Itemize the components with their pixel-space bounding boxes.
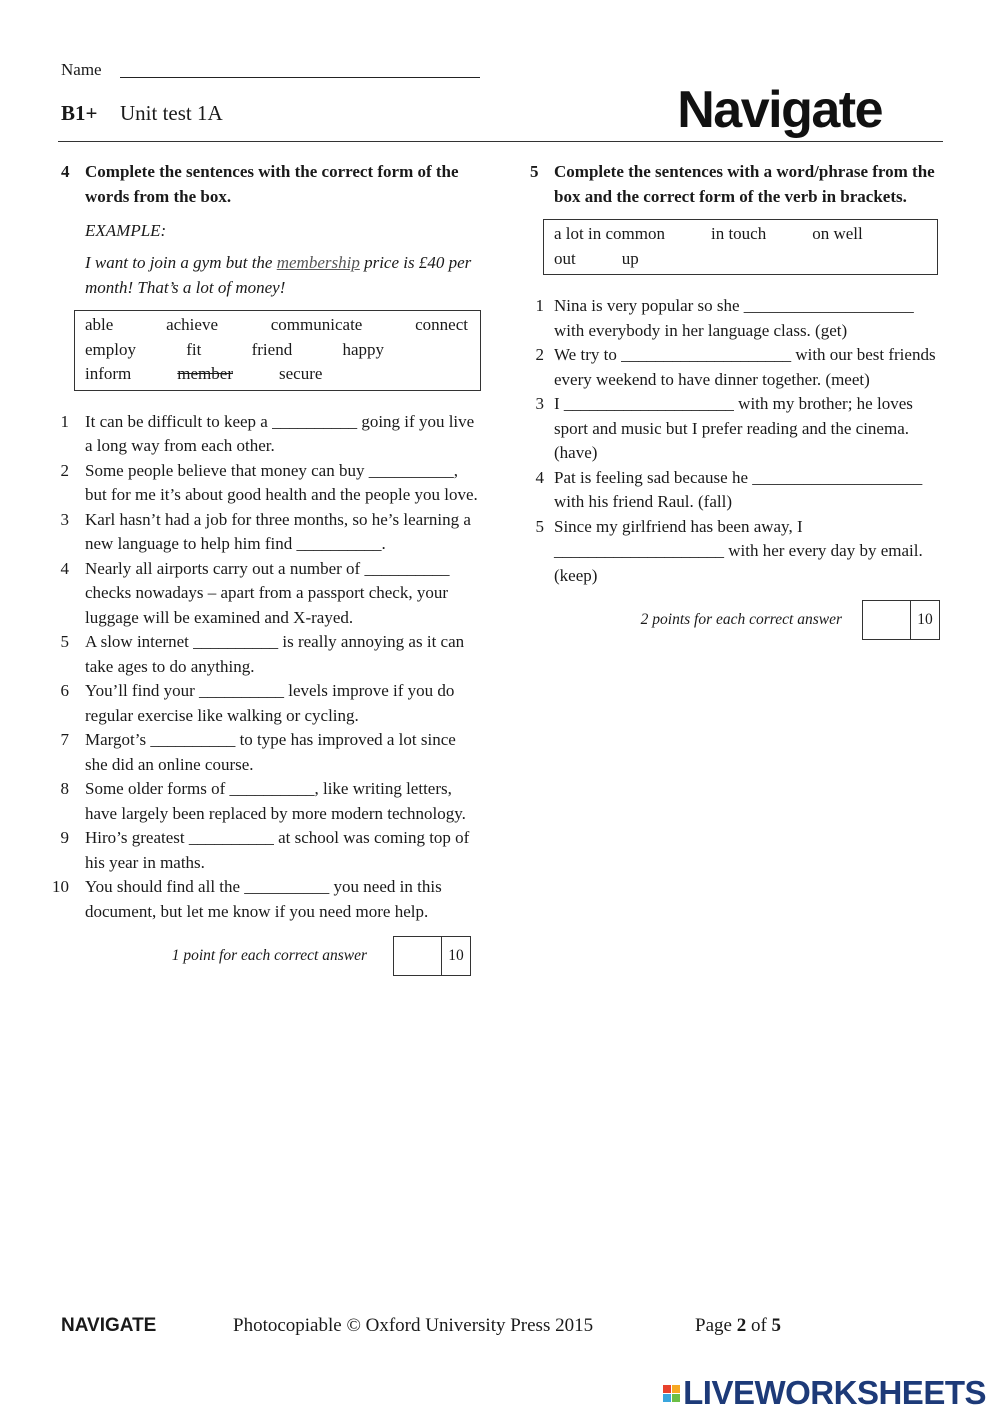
level-label: B1+ (61, 101, 98, 125)
question-item[interactable] (61, 679, 481, 728)
word: fit (186, 339, 202, 359)
logo-square (672, 1394, 680, 1402)
word-box (74, 310, 481, 391)
question-text: You should find all the __________ you need in this document, but let me know if you need more help. (85, 877, 442, 921)
question-item[interactable] (61, 630, 481, 679)
question-text: You’ll find your __________ levels improve if you do regular exercise like walking or cycling. (85, 681, 455, 725)
word: employ (85, 339, 136, 359)
logo-square (663, 1394, 671, 1402)
question-text: Nina is very popular so she ____________________ with everybody in her language class. (get) (554, 296, 914, 340)
word-box-row (554, 222, 925, 247)
brand-logo: Navigate (677, 81, 882, 139)
score-label: 1 point for each correct answer (171, 947, 367, 964)
name-label: Name (61, 60, 102, 79)
phrase: a lot in common (554, 224, 665, 243)
word-box-row (85, 313, 468, 338)
header-divider (58, 141, 943, 142)
score-box (862, 600, 940, 640)
question-number: 1 (535, 296, 544, 315)
question-text: Nearly all airports carry out a number of __________ checks nowadays – apart from a passport check, your luggage will be examined and X-rayed. (85, 558, 450, 627)
task-4 (52, 160, 481, 976)
question-item[interactable] (61, 410, 481, 459)
question-item[interactable] (61, 777, 481, 826)
word-box-row (85, 338, 468, 363)
question-item[interactable] (530, 466, 940, 515)
question-item[interactable] (530, 392, 940, 466)
question-number: 4 (60, 558, 69, 578)
question-item[interactable] (61, 728, 481, 777)
example-label: EXAMPLE: (85, 221, 167, 240)
question-list (52, 410, 481, 925)
instruction-text: Complete the sentences with the correct form of the words from the box. (85, 162, 459, 206)
question-item[interactable] (530, 515, 940, 589)
question-item[interactable] (52, 875, 481, 924)
word: happy (342, 339, 384, 359)
score-total: 10 (917, 611, 933, 628)
score-row (61, 936, 471, 976)
page-current: 2 (736, 1315, 747, 1336)
word: connect (415, 315, 468, 334)
liveworksheets-logo-icon (663, 1385, 680, 1402)
question-text: We try to ____________________ with our best friends every weekend to have dinner together. (meet) (554, 345, 936, 389)
question-text: Some people believe that money can buy __________, but for me it’s about good health and the people you love. (85, 460, 478, 504)
word: able (85, 315, 114, 334)
task-4-instruction (61, 160, 481, 209)
example-after: price is £40 per month! That’s a lot of money! (85, 253, 472, 297)
phrase: up (621, 248, 639, 268)
unit-title: Unit test 1A (120, 101, 223, 125)
question-number: 4 (535, 467, 544, 487)
instruction-text: Complete the sentences with a word/phrase from the box and the correct form of the verb in brackets. (554, 162, 935, 206)
question-number: 9 (60, 828, 69, 847)
question-number: 5 (60, 632, 69, 651)
task-5 (530, 160, 950, 640)
question-text: I ____________________ with my brother; he loves sport and music but I prefer reading and the cinema. (have) (554, 394, 913, 462)
score-row (530, 600, 940, 640)
question-text: Hiro’s greatest __________ at school was coming top of his year in maths. (85, 828, 470, 872)
page-prefix: Page (695, 1315, 737, 1336)
footer-copyright: Photocopiable © Oxford University Press 2015 (233, 1315, 594, 1336)
question-text: Karl hasn’t had a job for three months, so he’s learning a new language to help him find __________. (85, 509, 471, 553)
word: communicate (270, 315, 363, 334)
question-number: 8 (60, 779, 69, 798)
question-text: Some older forms of __________, like writing letters, have largely been replaced by more modern technology. (85, 779, 466, 823)
word-box (543, 219, 938, 275)
word-used-example: member (177, 364, 233, 383)
phrase: out (554, 248, 576, 268)
question-number: 2 (60, 460, 69, 480)
question-item[interactable] (61, 459, 481, 508)
question-number: 7 (60, 730, 69, 749)
word: inform (85, 364, 132, 383)
example-answer: membership (276, 253, 360, 272)
logo-square (663, 1385, 671, 1393)
task-number: 4 (61, 162, 70, 181)
question-item[interactable] (61, 826, 481, 875)
word-box-row (85, 362, 468, 387)
word: secure (278, 364, 323, 383)
question-text: It can be difficult to keep a __________ going if you live a long way from each other. (85, 411, 475, 455)
question-number: 5 (535, 516, 544, 536)
question-item[interactable] (530, 343, 940, 392)
question-number: 3 (60, 509, 69, 529)
phrase: in touch (710, 224, 767, 243)
question-text: Margot’s __________ to type has improved a lot since she did an online course. (85, 730, 456, 774)
question-item[interactable] (61, 508, 481, 557)
name-input-line[interactable] (120, 77, 480, 78)
task-number: 5 (530, 162, 539, 181)
page-middle: of (746, 1315, 772, 1336)
question-item[interactable] (61, 557, 481, 631)
word-box-row (554, 247, 925, 272)
question-number: 6 (60, 681, 69, 700)
task-5-instruction (530, 160, 950, 209)
page-number (695, 1315, 781, 1337)
example-sentence (85, 251, 481, 300)
question-number: 2 (535, 345, 544, 364)
score-input[interactable] (394, 937, 442, 975)
question-number: 10 (52, 877, 69, 896)
word: achieve (166, 315, 218, 334)
example-before: I want to join a gym but the (85, 253, 277, 272)
question-number: 1 (60, 411, 69, 431)
question-text: A slow internet __________ is really annoying as it can take ages to do anything. (85, 632, 465, 676)
question-text: Since my girlfriend has been away, I ____________________ with her every day by email. (keep) (554, 516, 923, 585)
word: friend (251, 339, 293, 359)
watermark-text: LIVEWORKSHEETS (683, 1374, 986, 1411)
question-item[interactable] (530, 294, 940, 343)
score-box (393, 936, 471, 976)
score-label: 2 points for each correct answer (640, 611, 842, 628)
score-total: 10 (448, 947, 464, 964)
question-list (530, 294, 940, 588)
phrase: on well (812, 224, 863, 243)
score-input[interactable] (863, 601, 911, 639)
page-total: 5 (771, 1315, 782, 1336)
footer-brand: NAVIGATE (61, 1315, 157, 1336)
liveworksheets-watermark (663, 1374, 986, 1412)
question-number: 3 (535, 394, 544, 413)
question-text: Pat is feeling sad because he ____________________ with his friend Raul. (fall) (554, 467, 923, 511)
logo-square (672, 1385, 680, 1393)
